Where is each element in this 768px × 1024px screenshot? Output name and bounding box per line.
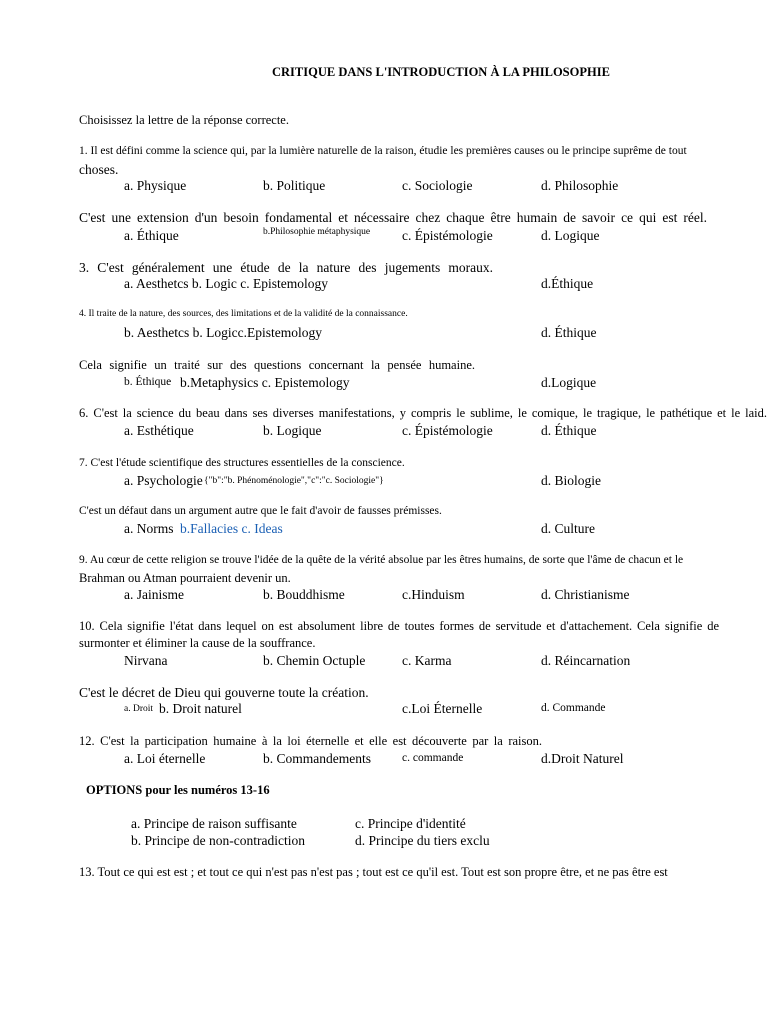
q10-option-d[interactable]: d. Réincarnation	[541, 653, 631, 668]
question-10-text-cont: surmonter et éliminer la cause de la souffrance.	[79, 636, 316, 650]
q9-option-c[interactable]: c.Hinduism	[402, 587, 465, 602]
q5-option-a[interactable]: b. Éthique	[124, 376, 172, 388]
question-9-text-cont: Brahman ou Atman pourraient devenir un.	[79, 571, 291, 585]
q8-option-a[interactable]: a. Norms	[124, 521, 174, 536]
question-4-text: 4. Il traite de la nature, des sources, des limitations et de la validité de la connaissance.	[79, 309, 408, 319]
q6-option-a[interactable]: a. Esthétique	[124, 423, 194, 438]
question-1-text-cont: choses.	[79, 162, 119, 177]
question-11-text: C'est le décret de Dieu qui gouverne toute la création.	[79, 685, 369, 700]
q1-option-c[interactable]: c. Sociologie	[402, 178, 473, 193]
q4-option-d[interactable]: d. Éthique	[541, 325, 597, 340]
q5-option-d[interactable]: d.Logique	[541, 375, 597, 390]
q10-option-c[interactable]: c. Karma	[402, 653, 452, 668]
question-10-text: 10. Cela signifie l'état dans lequel on est absolument libre de toutes formes de servitude et d'attachement. Cela signifie de	[79, 619, 719, 633]
option-a-raison-suffisante: a. Principe de raison suffisante	[131, 816, 297, 831]
question-3-text: 3. C'est généralement une étude de la nature des jugements moraux.	[79, 260, 493, 275]
question-6-text: 6. C'est la science du beau dans ses diverses manifestations, y compris le sublime, le comique, le tragique, le pathétique et le laid.	[79, 406, 767, 420]
q8-options-bc[interactable]: b.Fallacies c. Ideas	[180, 521, 283, 536]
option-c-identite: c. Principe d'identité	[355, 816, 466, 831]
q6-option-c[interactable]: c. Épistémologie	[402, 423, 493, 438]
q1-option-a[interactable]: a. Physique	[124, 178, 187, 193]
option-d-tiers-exclu: d. Principe du tiers exclu	[355, 833, 490, 848]
question-8-text: C'est un défaut dans un argument autre que le fait d'avoir de fausses prémisses.	[79, 505, 442, 517]
q1-option-d[interactable]: d. Philosophie	[541, 178, 619, 193]
q7-option-d[interactable]: d. Biologie	[541, 473, 601, 488]
q4-options-abc[interactable]: b. Aesthetcs b. Logicc.Epistemology	[124, 325, 322, 340]
q12-option-a[interactable]: a. Loi éternelle	[124, 751, 206, 766]
instruction-text: Choisissez la lettre de la réponse correcte.	[79, 113, 289, 127]
q12-option-b[interactable]: b. Commandements	[263, 751, 371, 766]
q5-options-bc[interactable]: b.Metaphysics c. Epistemology	[180, 375, 350, 390]
q11-option-b[interactable]: b. Droit naturel	[159, 701, 242, 716]
question-7-text: 7. C'est l'étude scientifique des structures essentielles de la conscience.	[79, 457, 405, 469]
q7-options-bc[interactable]: {"b":"b. Phénoménologie","c":"c. Sociologie"}	[204, 476, 384, 486]
q1-option-b[interactable]: b. Politique	[263, 178, 326, 193]
options-header: OPTIONS pour les numéros 13-16	[86, 783, 270, 797]
question-9-text: 9. Au cœur de cette religion se trouve l'idée de la quête de la vérité absolue par les êtres humains, de sorte que l'âme de chacun et le	[79, 554, 684, 566]
q6-option-b[interactable]: b. Logique	[263, 423, 322, 438]
q10-option-a[interactable]: Nirvana	[124, 653, 168, 668]
q11-option-d[interactable]: d. Commande	[541, 702, 606, 714]
page-title: CRITIQUE DANS L'INTRODUCTION À LA PHILOSOPHIE	[272, 65, 610, 79]
option-b-non-contradiction: b. Principe de non-contradiction	[131, 833, 305, 848]
question-2-text: C'est une extension d'un besoin fondamental et nécessaire chez chaque être humain de savoir ce qui est réel.	[79, 210, 707, 225]
q2-option-d[interactable]: d. Logique	[541, 228, 600, 243]
q2-option-a[interactable]: a. Éthique	[124, 228, 179, 243]
question-5-text: Cela signifie un traité sur des questions concernant la pensée humaine.	[79, 358, 475, 372]
q10-option-b[interactable]: b. Chemin Octuple	[263, 653, 366, 668]
q3-options-abc[interactable]: a. Aesthetcs b. Logic c. Epistemology	[124, 276, 328, 291]
q6-option-d[interactable]: d. Éthique	[541, 423, 597, 438]
q12-option-d[interactable]: d.Droit Naturel	[541, 751, 624, 766]
question-12-text: 12. C'est la participation humaine à la loi éternelle et elle est découverte par la raison.	[79, 734, 542, 748]
q12-option-c[interactable]: c. commande	[402, 752, 464, 764]
q8-option-d[interactable]: d. Culture	[541, 521, 595, 536]
q3-option-d[interactable]: d.Éthique	[541, 276, 594, 291]
q2-option-b[interactable]: b.Philosophie métaphysique	[263, 227, 371, 237]
q9-option-a[interactable]: a. Jainisme	[124, 587, 184, 602]
q9-option-d[interactable]: d. Christianisme	[541, 587, 630, 602]
q11-option-c[interactable]: c.Loi Éternelle	[402, 701, 483, 716]
q2-option-c[interactable]: c. Épistémologie	[402, 228, 493, 243]
question-13-text: 13. Tout ce qui est est ; et tout ce qui n'est pas n'est pas ; tout est ce qu'il est. Tout est son propre être, et ne pas être est	[79, 865, 668, 879]
q7-option-a[interactable]: a. Psychologie	[124, 473, 203, 488]
q9-option-b[interactable]: b. Bouddhisme	[263, 587, 345, 602]
question-1-text: 1. Il est défini comme la science qui, par la lumière naturelle de la raison, étudie les premières causes ou le principe suprême de tout	[79, 145, 687, 157]
q11-option-a[interactable]: a. Droit	[124, 704, 154, 714]
